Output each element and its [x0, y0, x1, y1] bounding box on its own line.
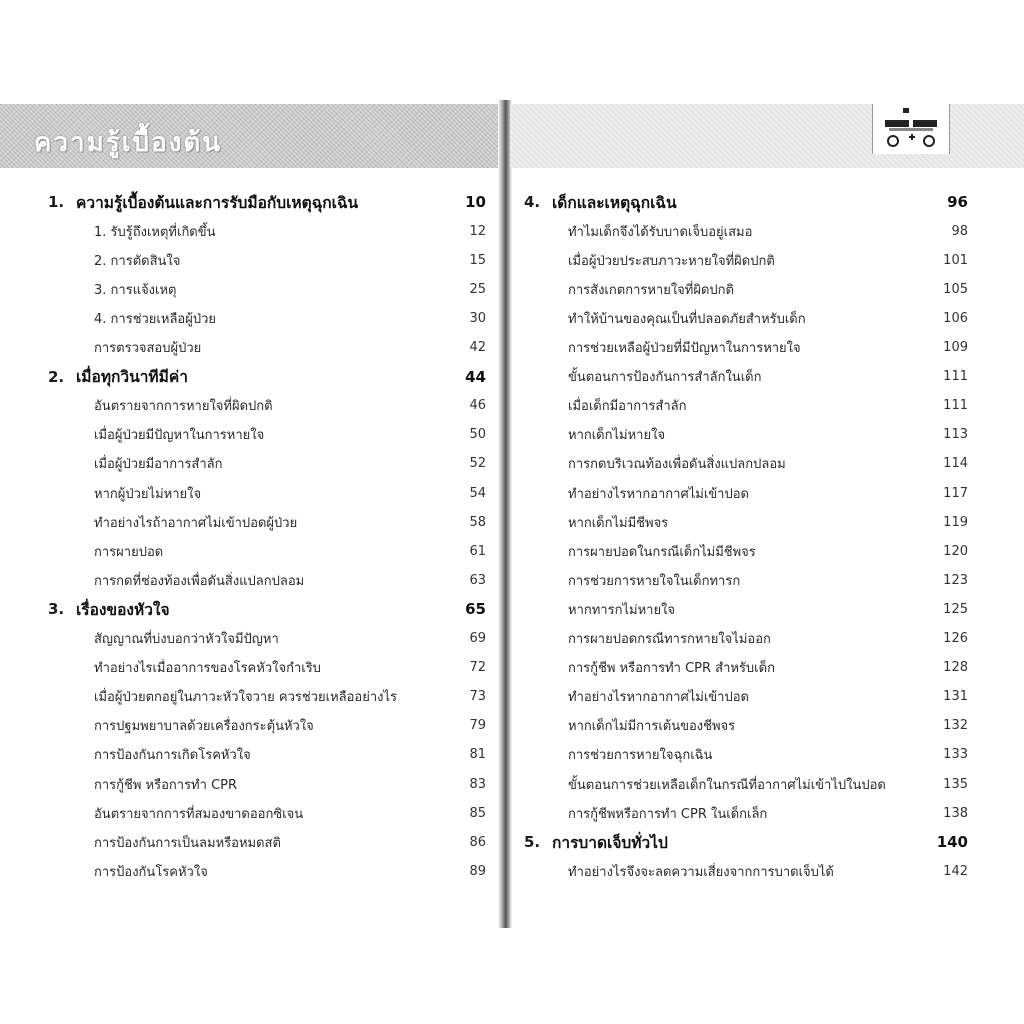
toc-entry [94, 394, 486, 418]
chapter-heading [48, 190, 486, 214]
toc-entry-page-number: 15 [469, 252, 486, 268]
toc-entry-label: ขั้นตอนการป้องกันการสำลักในเด็ก [568, 370, 762, 386]
toc-entry [94, 743, 486, 767]
toc-entry-label: ทำอย่างไรเมื่ออาการของโรคหัวใจกำเริบ [94, 661, 321, 677]
chapter-title: เด็กและเหตุฉุกเฉิน [552, 193, 677, 212]
toc-entry [568, 685, 968, 709]
toc-entry [94, 801, 486, 825]
toc-entry-page-number: 52 [469, 456, 486, 472]
chapter-page-number: 140 [936, 833, 968, 852]
left-page [0, 104, 504, 924]
chapter-heading [48, 597, 486, 621]
toc-entry-label: อันตรายจากการที่สมองขาดออกซิเจน [94, 806, 304, 822]
toc-entry-label: การกดบริเวณท้องเพื่อดันสิ่งแปลกปลอม [568, 457, 786, 473]
toc-entry-label: การกู้ชีพ หรือการทำ CPR [94, 777, 238, 793]
toc-entry-page-number: 58 [469, 514, 486, 530]
toc-entry-page-number: 98 [951, 223, 968, 239]
toc-entry-page-number: 79 [469, 718, 486, 734]
toc-entry-page-number: 109 [943, 340, 968, 355]
toc-entry-page-number: 105 [943, 281, 968, 297]
toc-entry-label: การช่วยเหลือผู้ป่วยที่มีปัญหาในการหายใจ [568, 341, 801, 356]
toc-entry [568, 801, 968, 825]
ambulance-icon [873, 104, 949, 154]
toc-entry [568, 219, 968, 243]
toc-entry [568, 306, 968, 330]
toc-entry-page-number: 50 [469, 427, 486, 443]
toc-entry [568, 859, 968, 883]
toc-entry-page-number: 120 [943, 543, 968, 559]
toc-entry [94, 685, 486, 709]
toc-entry-label: เมื่อผู้ป่วยมีอาการสำลัก [94, 457, 223, 473]
toc-entry-page-number: 113 [943, 427, 968, 443]
toc-entry-label: หากเด็กไม่หายใจ [568, 428, 666, 444]
toc-entry-page-number: 111 [943, 369, 968, 385]
right-page [510, 104, 1024, 924]
toc-entry-page-number: 128 [943, 660, 968, 676]
toc-entry [94, 510, 486, 534]
toc-entry-page-number: 135 [943, 776, 968, 792]
toc-entry-page-number: 30 [469, 310, 486, 326]
toc-entry [568, 481, 968, 505]
chapter-title: เมื่อทุกวินาทีมีค่า [76, 368, 188, 387]
toc-entry [568, 539, 968, 563]
toc-entry [568, 743, 968, 767]
chapter-heading [524, 830, 968, 854]
toc-entry [94, 859, 486, 883]
toc-entry-page-number: 81 [469, 747, 486, 763]
toc-entry-page-number: 25 [469, 281, 486, 297]
toc-entry [568, 510, 968, 534]
toc-entry-label: การป้องกันการเกิดโรคหัวใจ [94, 748, 251, 764]
toc-entry-label: 3. การแจ้งเหตุ [94, 282, 177, 298]
toc-entry-page-number: 142 [943, 863, 968, 879]
chapter-number: 4. [524, 193, 541, 211]
chapter-title: ความรู้เบื้องต้นและการรับมือกับเหตุฉุกเฉิน [76, 193, 359, 212]
chapter-page-number: 44 [465, 367, 486, 386]
toc-entry [568, 568, 968, 592]
toc-entry [568, 423, 968, 447]
toc-entry-label: ทำให้บ้านของคุณเป็นที่ปลอดภัยสำหรับเด็ก [568, 311, 806, 327]
toc-entry-label: การช่วยการหายใจฉุกเฉิน [568, 748, 713, 764]
toc-entry-page-number: 46 [469, 398, 486, 414]
toc-entry-label: การป้องกันการเป็นลมหรือหมดสติ [94, 835, 281, 851]
toc-entry-page-number: 89 [469, 863, 486, 879]
chapter-heading [48, 365, 486, 389]
toc-entry-page-number: 61 [469, 543, 486, 559]
toc-entry-label: การสังเกตการหายใจที่ผิดปกติ [568, 282, 734, 298]
toc-entry-label: การตรวจสอบผู้ป่วย [94, 341, 202, 356]
toc-entry-page-number: 131 [943, 689, 968, 705]
toc-entry-label: 4. การช่วยเหลือผู้ป่วย [94, 311, 217, 327]
toc-entry [94, 423, 486, 447]
toc-entry-page-number: 86 [469, 834, 486, 850]
toc-entry-page-number: 72 [469, 660, 486, 676]
toc-entry [568, 277, 968, 301]
toc-entry-page-number: 12 [469, 223, 486, 239]
toc-entry [568, 248, 968, 272]
toc-entry-page-number: 85 [469, 805, 486, 821]
toc-entry [94, 830, 486, 854]
toc-entry-page-number: 123 [943, 572, 968, 588]
toc-entry [568, 452, 968, 476]
toc-entry-page-number: 83 [469, 776, 486, 792]
chapter-title: การบาดเจ็บทั่วไป [552, 833, 668, 852]
toc-entry-page-number: 119 [943, 514, 968, 530]
chapter-number: 5. [524, 833, 541, 852]
toc-entry-page-number: 138 [943, 805, 968, 821]
right-header-band [510, 104, 1024, 168]
left-header-title: ความรู้เบื้องต้น [34, 128, 223, 158]
toc-entry [94, 219, 486, 243]
toc-entry-page-number: 111 [943, 398, 968, 414]
chapter-page-number: 65 [465, 600, 486, 619]
toc-entry-page-number: 106 [943, 310, 968, 326]
toc-entry-page-number: 69 [469, 631, 486, 646]
toc-entry-label: เมื่อผู้ป่วยตกอยู่ในภาวะหัวใจวาย ควรช่วยเหลืออย่างไร [94, 690, 398, 706]
chapter-page-number: 96 [947, 193, 968, 211]
toc-entry-page-number: 63 [469, 572, 486, 588]
toc-entry-page-number: 126 [943, 631, 968, 646]
toc-entry-label: การช่วยการหายใจในเด็กทารก [568, 573, 741, 589]
toc-entry-label: ขั้นตอนการช่วยเหลือเด็กในกรณีที่อากาศไม่เข้าไปในปอด [568, 777, 886, 793]
toc-entry-label: ทำอย่างไรหากอากาศไม่เข้าปอด [568, 690, 749, 706]
toc-entry [568, 772, 968, 796]
toc-entry-label: หากเด็กไม่มีชีพจร [568, 515, 669, 531]
toc-entry [94, 452, 486, 476]
chapter-number: 3. [48, 600, 65, 619]
toc-entry-page-number: 125 [943, 601, 968, 617]
toc-entry-page-number: 133 [943, 747, 968, 763]
toc-entry [94, 306, 486, 330]
toc-entry-label: เมื่อผู้ป่วยประสบภาวะหายใจที่ผิดปกติ [568, 253, 775, 269]
toc-entry-label: หากเด็กไม่มีการเต้นของชีพจร [568, 719, 736, 735]
toc-entry-label: การผายปอดในกรณีเด็กไม่มีชีพจร [568, 544, 756, 560]
toc-entry [568, 365, 968, 389]
toc-entry [94, 568, 486, 592]
toc-entry-label: หากทารกไม่หายใจ [568, 602, 676, 618]
toc-entry [94, 772, 486, 796]
toc-entry-label: ทำไมเด็กจึงได้รับบาดเจ็บอยู่เสมอ [568, 224, 753, 240]
toc-entry-label: เมื่อเด็กมีอาการสำลัก [568, 399, 687, 415]
toc-entry-label: หากผู้ป่วยไม่หายใจ [94, 486, 202, 502]
chapter-number: 2. [48, 367, 65, 386]
toc-entry [94, 277, 486, 301]
chapter-title: เรื่องของหัวใจ [76, 600, 170, 619]
toc-entry-label: การปฐมพยาบาลด้วยเครื่องกระตุ้นหัวใจ [94, 719, 314, 735]
toc-entry-label: ทำอย่างไรถ้าอากาศไม่เข้าปอดผู้ป่วย [94, 515, 298, 531]
toc-entry-label: เมื่อผู้ป่วยมีปัญหาในการหายใจ [94, 428, 265, 444]
toc-entry-label: การป้องกันโรคหัวใจ [94, 864, 208, 880]
toc-entry-label: การกู้ชีพหรือการทำ CPR ในเด็กเล็ก [568, 806, 768, 822]
toc-entry-page-number: 132 [943, 718, 968, 734]
toc-entry-page-number: 114 [943, 456, 968, 472]
chapter-page-number: 10 [465, 193, 486, 211]
first-aid-logo [872, 104, 950, 154]
toc-entry-page-number: 73 [469, 689, 486, 705]
toc-entry [568, 336, 968, 360]
toc-entry-label: ทำอย่างไรจึงจะลดความเสี่ยงจากการบาดเจ็บได้ [568, 864, 834, 880]
toc-entry [94, 336, 486, 360]
toc-entry-label: สัญญาณที่บ่งบอกว่าหัวใจมีปัญหา [94, 632, 279, 647]
toc-entry [568, 394, 968, 418]
toc-entry [94, 481, 486, 505]
toc-entry-label: การกดที่ช่องท้องเพื่อดันสิ่งแปลกปลอม [94, 573, 305, 589]
toc-entry [568, 656, 968, 680]
toc-entry-label: 1. รับรู้ถึงเหตุที่เกิดขึ้น [94, 224, 216, 240]
toc-entry-label: การผายปอด [94, 544, 164, 560]
left-header-band [0, 104, 504, 168]
chapter-heading [524, 190, 968, 214]
toc-entry-page-number: 101 [943, 252, 968, 268]
toc-entry-page-number: 54 [469, 485, 486, 501]
toc-entry [94, 714, 486, 738]
toc-entry-label: ทำอย่างไรหากอากาศไม่เข้าปอด [568, 486, 749, 502]
toc-entry-label: การผายปอดกรณีทารกหายใจไม่ออก [568, 632, 771, 647]
toc-entry-page-number: 42 [469, 340, 486, 355]
toc-entry [568, 597, 968, 621]
toc-entry-label: อันตรายจากการหายใจที่ผิดปกติ [94, 399, 273, 415]
toc-entry-label: 2. การตัดสินใจ [94, 253, 181, 269]
toc-entry [568, 714, 968, 738]
toc-entry [94, 539, 486, 563]
toc-entry [94, 656, 486, 680]
chapter-number: 1. [48, 193, 65, 211]
toc-entry-page-number: 117 [943, 485, 968, 501]
toc-entry-label: การกู้ชีพ หรือการทำ CPR สำหรับเด็ก [568, 661, 775, 677]
toc-entry [94, 248, 486, 272]
toc-entry [94, 627, 486, 651]
toc-entry [568, 627, 968, 651]
